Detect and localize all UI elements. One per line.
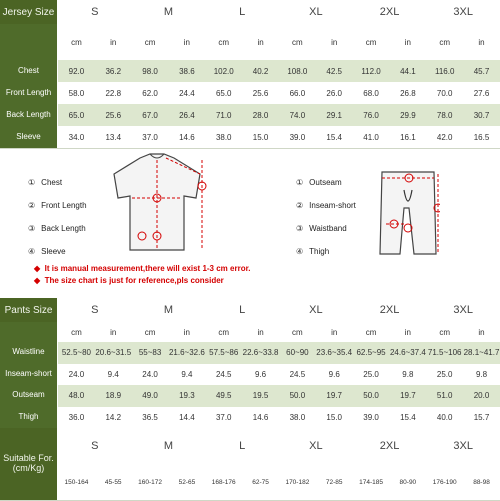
pants-cell: 36.5	[142, 412, 158, 422]
pants-row-label: Outseam	[0, 385, 58, 407]
jersey-diagram	[102, 152, 214, 256]
pants-size-2xl: 2XL	[379, 304, 400, 316]
note-number: ①	[296, 178, 304, 187]
jersey-note-label: Sleeve	[41, 247, 66, 256]
jersey-size-2xl: 2XL	[379, 6, 400, 18]
pants-unit-row	[0, 322, 500, 343]
pants-cell: 22.6~33.8	[242, 348, 279, 358]
jersey-unit-in: in	[478, 37, 485, 47]
note-number: ②	[28, 201, 36, 210]
pants-cell: 24.6~37.4	[389, 348, 426, 358]
jersey-cell: 37.0	[142, 132, 158, 142]
jersey-cell: 40.2	[252, 66, 269, 76]
pants-cell: 9.6	[328, 369, 340, 379]
pants-cell: 48.0	[68, 391, 85, 401]
pants-cell: 39.0	[363, 412, 379, 422]
pants-cell: 25.0	[363, 369, 379, 379]
suitable-row	[0, 428, 500, 501]
jersey-cell: 44.1	[400, 66, 416, 76]
suitable-value: 52-65	[178, 478, 196, 486]
suitable-value: 168-176	[211, 478, 236, 486]
suitable-size-2xl: 2XL	[379, 440, 400, 452]
pants-row-label: Waistline	[0, 342, 58, 364]
pants-size-s: S	[91, 304, 99, 316]
pants-unit-cm: cm	[71, 327, 82, 337]
note-number: ①	[28, 178, 36, 187]
pants-cell: 52.5~80	[61, 348, 91, 358]
pants-cell: 71.5~106	[427, 348, 462, 358]
jersey-unit-cm: cm	[365, 37, 377, 47]
pants-note	[296, 224, 347, 233]
pants-cell: 14.6	[252, 412, 269, 422]
jersey-row-sleeve	[0, 126, 500, 149]
jersey-unit-cm: cm	[439, 37, 451, 47]
jersey-note-label: Back Length	[41, 224, 86, 233]
jersey-cell: 25.6	[105, 110, 122, 120]
jersey-cell: 28.0	[252, 110, 269, 120]
pants-diagram	[376, 168, 440, 258]
jersey-unit-cm: cm	[71, 37, 82, 47]
suitable-value: 72-85	[325, 478, 343, 486]
jersey-cell: 42.5	[326, 66, 342, 76]
pants-size-table	[0, 298, 500, 428]
pants-size-xl: XL	[309, 304, 323, 316]
jersey-cell: 38.6	[179, 66, 195, 76]
pants-cell: 14.4	[179, 412, 195, 422]
jersey-cell: 24.4	[179, 88, 195, 98]
pants-unit-cm: cm	[439, 327, 451, 337]
pants-cell: 25.0	[436, 369, 453, 379]
pants-cell: 55~83	[138, 348, 162, 358]
suitable-value: 88-98	[473, 478, 490, 486]
suitable-value: 174-185	[359, 478, 383, 486]
jersey-row-front-length	[0, 82, 500, 105]
jersey-cell: 26.0	[326, 88, 342, 98]
jersey-cell: 112.0	[361, 66, 381, 76]
jersey-size-xl: XL	[309, 6, 323, 18]
note-number: ③	[296, 224, 304, 233]
pants-cell: 57.5~86	[209, 348, 239, 358]
jersey-size-m: M	[163, 6, 174, 18]
pants-cell: 24.5	[289, 369, 306, 379]
jersey-cell: 71.0	[215, 110, 232, 120]
pants-cell: 9.4	[107, 369, 119, 379]
pants-cell: 23.6~35.4	[316, 348, 353, 358]
jersey-size-3xl: 3XL	[453, 6, 473, 18]
jersey-size-l: L	[239, 6, 246, 18]
jersey-cell: 78.0	[436, 110, 453, 120]
jersey-unit-in: in	[404, 37, 411, 47]
pants-cell: 62.5~95	[356, 348, 386, 358]
jersey-note-label: Chest	[41, 178, 63, 187]
pants-unit-cm: cm	[144, 327, 156, 337]
suitable-size-xl: XL	[309, 440, 323, 452]
note-number: ④	[28, 247, 36, 256]
jersey-row-label: Chest	[0, 60, 58, 82]
pants-cell: 36.0	[68, 412, 85, 422]
jersey-unit-cm: cm	[292, 37, 303, 47]
jersey-cell: 41.0	[363, 132, 379, 142]
jersey-row-back-length	[0, 104, 500, 127]
warning-measurement: It is manual measurement,there will exist 1-3 cm error.	[44, 264, 251, 273]
pants-unit-cm: cm	[292, 327, 303, 337]
jersey-note	[28, 247, 66, 256]
pants-cell: 19.5	[252, 391, 269, 401]
jersey-size-s: S	[91, 6, 99, 18]
jersey-row-label: Back Length	[0, 104, 58, 126]
pants-header-row	[0, 298, 500, 323]
pants-cell: 20.0	[473, 391, 490, 401]
pants-cell: 9.6	[254, 369, 267, 379]
note-number: ②	[296, 201, 304, 210]
pants-note-label: Inseam-short	[309, 201, 356, 210]
jersey-header-row	[0, 0, 500, 25]
jersey-cell: 30.7	[473, 110, 490, 120]
jersey-cell: 92.0	[68, 66, 85, 76]
pants-unit-in: in	[404, 327, 411, 337]
note-number: ③	[28, 224, 36, 233]
pants-unit-cm: cm	[218, 327, 230, 337]
jersey-cell: 98.0	[142, 66, 158, 76]
pants-row-thigh	[0, 407, 500, 430]
jersey-row-label: Front Length	[0, 82, 58, 104]
jersey-cell: 67.0	[142, 110, 158, 120]
pants-cell: 9.4	[181, 369, 193, 379]
jersey-cell: 76.0	[363, 110, 379, 120]
jersey-cell: 38.0	[215, 132, 232, 142]
pants-cell: 37.0	[215, 412, 232, 422]
suitable-table	[0, 428, 500, 500]
jersey-cell: 66.0	[289, 88, 306, 98]
pants-cell: 14.2	[105, 412, 122, 422]
pants-cell: 38.0	[289, 412, 306, 422]
pants-note	[296, 247, 329, 256]
pants-cell: 19.7	[326, 391, 342, 401]
pants-cell: 20.6~31.5	[95, 348, 132, 358]
note-number: ④	[296, 247, 304, 256]
pants-cell: 60~90	[286, 348, 309, 358]
pants-note	[296, 201, 356, 210]
jersey-unit-label	[0, 24, 58, 60]
pants-row-label: Inseam-short	[0, 364, 58, 386]
suitable-value: 45-55	[104, 478, 122, 486]
pants-cell: 51.0	[436, 391, 453, 401]
jersey-cell: 27.6	[473, 88, 490, 98]
pants-unit-in: in	[331, 327, 338, 337]
pants-size-title: Pants Size	[0, 298, 58, 322]
jersey-cell: 68.0	[363, 88, 379, 98]
jersey-cell: 42.0	[436, 132, 453, 142]
jersey-cell: 29.1	[326, 110, 342, 120]
pants-cell: 15.7	[473, 412, 490, 422]
pants-cell: 49.5	[215, 391, 232, 401]
jersey-cell: 14.6	[179, 132, 195, 142]
jersey-note-label: Front Length	[41, 201, 87, 210]
jersey-unit-in: in	[183, 37, 191, 47]
jersey-cell: 74.0	[289, 110, 306, 120]
suitable-size-l: L	[239, 440, 246, 452]
jersey-cell: 36.2	[105, 66, 122, 76]
pants-cell: 24.0	[68, 369, 85, 379]
suitable-size-s: S	[91, 440, 99, 452]
suitable-value: 176-190	[432, 478, 457, 486]
jersey-cell: 116.0	[434, 66, 455, 76]
pants-size-l: L	[239, 304, 246, 316]
pants-cell: 15.4	[400, 412, 416, 422]
pants-cell: 28.1~41.7	[463, 348, 500, 358]
jersey-cell: 13.4	[105, 132, 122, 142]
jersey-note	[28, 224, 86, 233]
pants-note-label: Waistband	[309, 224, 347, 233]
suitable-size-m: M	[163, 440, 174, 452]
measurement-illustration: ① Chest ② Front Length ③ Back Length ④ Sleeve ① Outseam ② Inseam-short ③ Waistband ④ Thigh ◆ It is manual measurement,there will exist 1-3 cm error. ◆ The size chart is just for reference,pls consider	[0, 148, 500, 298]
jersey-cell: 62.0	[142, 88, 158, 98]
suitable-value: 150-164	[64, 478, 89, 486]
pants-note-label: Thigh	[309, 247, 330, 256]
jersey-cell: 29.9	[400, 110, 416, 120]
pants-cell: 15.0	[326, 412, 342, 422]
pants-cell: 18.9	[105, 391, 122, 401]
pants-cell: 21.6~32.6	[168, 348, 205, 358]
suitable-value: 170-182	[285, 478, 310, 486]
suitable-value: 80-90	[399, 478, 417, 486]
jersey-size-table	[0, 0, 500, 148]
jersey-cell: 108.0	[287, 66, 308, 76]
suitable-value: 160-172	[138, 478, 162, 486]
pants-cell: 19.3	[179, 391, 195, 401]
pants-row-waistline	[0, 342, 500, 365]
pants-cell: 49.0	[142, 391, 158, 401]
jersey-unit-cm: cm	[218, 37, 230, 47]
jersey-cell: 39.0	[289, 132, 306, 142]
jersey-row-chest	[0, 60, 500, 83]
jersey-unit-in: in	[257, 37, 264, 47]
jersey-cell: 45.7	[473, 66, 490, 76]
pants-cell: 24.0	[142, 369, 158, 379]
pants-note-label: Outseam	[309, 178, 342, 187]
jersey-cell: 15.4	[326, 132, 342, 142]
pants-unit-in: in	[478, 327, 485, 337]
pants-unit-in: in	[110, 327, 117, 337]
jersey-size-title: Jersey Size	[0, 0, 58, 24]
pants-cell: 50.0	[363, 391, 379, 401]
pants-cell: 19.7	[400, 391, 416, 401]
jersey-cell: 102.0	[213, 66, 234, 76]
pants-cell: 9.8	[475, 369, 488, 379]
jersey-cell: 16.1	[400, 132, 416, 142]
jersey-cell: 70.0	[436, 88, 453, 98]
jersey-cell: 22.8	[105, 88, 122, 98]
jersey-cell: 16.5	[473, 132, 490, 142]
jersey-note	[28, 178, 62, 187]
pants-note	[296, 178, 342, 187]
jersey-unit-in: in	[110, 37, 117, 47]
jersey-cell: 15.0	[252, 132, 269, 142]
pants-size-3xl: 3XL	[453, 304, 473, 316]
pants-cell: 40.0	[436, 412, 453, 422]
jersey-cell: 26.8	[400, 88, 416, 98]
jersey-cell: 65.0	[68, 110, 85, 120]
pants-row-inseam-short	[0, 364, 500, 387]
jersey-cell: 25.6	[252, 88, 269, 98]
pants-cell: 50.0	[289, 391, 306, 401]
pants-unit-in: in	[183, 327, 191, 337]
pants-row-outseam	[0, 385, 500, 408]
pants-size-m: M	[163, 304, 174, 316]
pants-cell: 9.8	[402, 369, 414, 379]
warning-reference: The size chart is just for reference,pls consider	[44, 276, 224, 285]
pants-unit-cm: cm	[365, 327, 377, 337]
jersey-cell: 26.4	[179, 110, 195, 120]
suitable-size-3xl: 3XL	[453, 440, 473, 452]
pants-unit-label	[0, 322, 58, 342]
jersey-row-label: Sleeve	[0, 126, 58, 148]
jersey-cell: 65.0	[215, 88, 232, 98]
pants-unit-in: in	[257, 327, 264, 337]
jersey-note	[28, 201, 87, 210]
suitable-value: 62-75	[252, 478, 269, 486]
pants-row-label: Thigh	[0, 407, 58, 429]
jersey-cell: 58.0	[68, 88, 85, 98]
pants-cell: 24.5	[215, 369, 232, 379]
suitable-title: Suitable For.(cm/Kg)	[0, 428, 58, 500]
jersey-unit-cm: cm	[144, 37, 156, 47]
jersey-cell: 34.0	[68, 132, 85, 142]
jersey-unit-row	[0, 24, 500, 61]
jersey-unit-in: in	[331, 37, 338, 47]
